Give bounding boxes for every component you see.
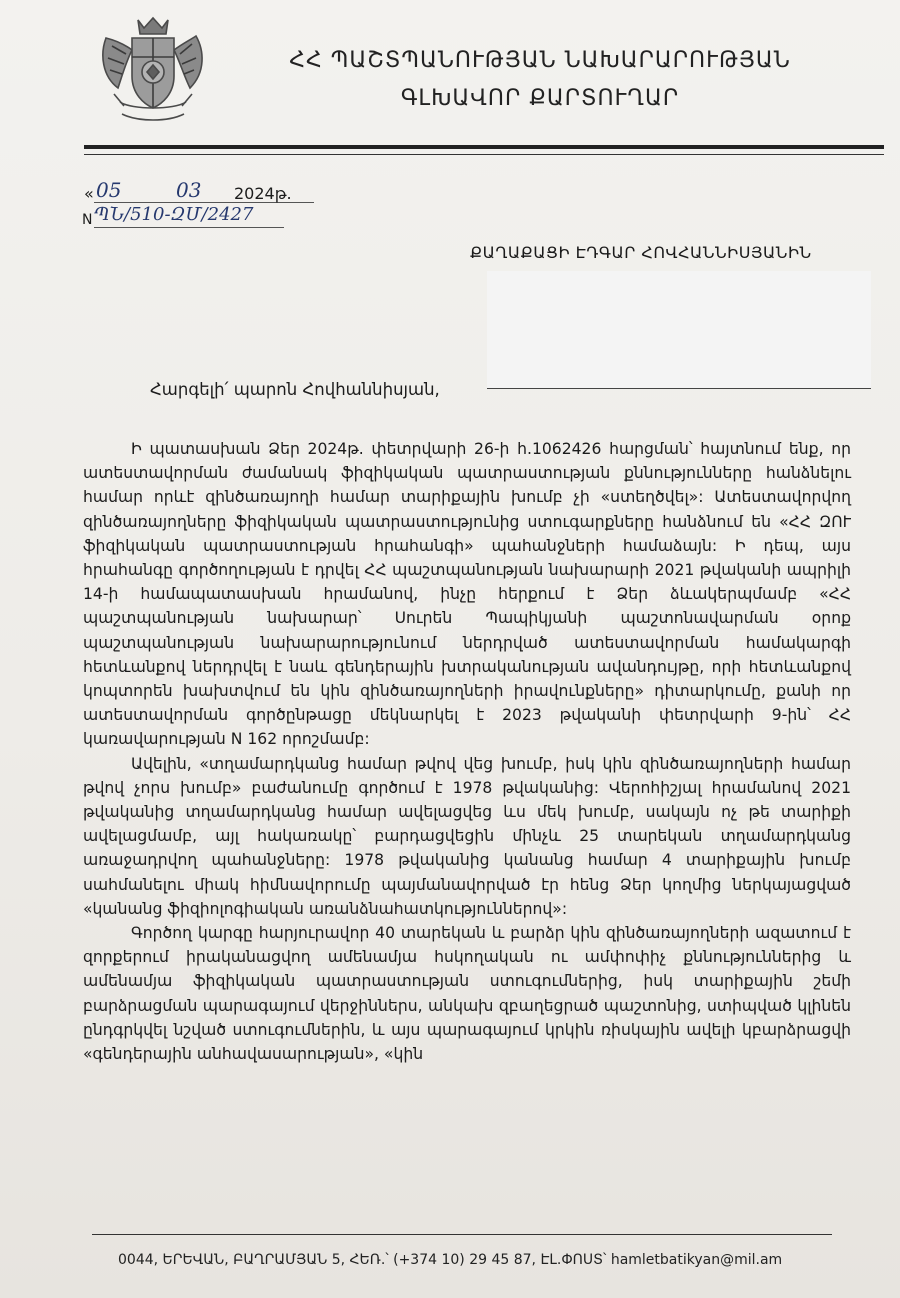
office-title: ԳԼԽԱՎՈՐ ՔԱՐՏՈՒՂԱՐ [400, 86, 680, 111]
recipient-name: ՔԱՂԱՔԱՑԻ ԷԴԳԱՐ ՀՈՎՀԱՆՆԻՍՅԱՆԻՆ [470, 243, 812, 262]
letter-number [82, 204, 342, 234]
handwritten-month: 03 [176, 178, 202, 202]
number-underline [94, 227, 284, 228]
footer-contacts: 0044, ԵՐԵՎԱՆ, ԲԱՂՐԱՄՅԱՆ 5, ՀԵՌ.՝ (+374 10) 29 45 87, ԷԼ.ՓՈՍՏ՝ hamletbatikyan@mil.am [118, 1252, 783, 1268]
paragraph-3: Գործող կարգը հարյուրավոր 40 տարեկան և բարձր կին զինծառայողների ազատում է զորքերում իրականացվող ամենամյա հսկողական ու ամփոփիչ քննություններից և ամենամյա ֆիզիկական պատրաստության ստուգումներից, իսկ տարիքային շեմի բարձրացման պարագայում վերջիններս, անկախ զբաղեցրած պաշտոնից, ստիպված կլինեն ընդգրկվել նշված ստուգումներին, և այս պարագայում կրկին ռիսկային ավելի կբարձրացվի «գենդերային անհավասարության», «կին [83, 924, 851, 1064]
armenian-coat-of-arms-icon [92, 10, 214, 130]
number-prefix: N [82, 212, 93, 228]
letter-body [83, 437, 851, 1066]
ministry-title: ՀՀ ՊԱՇՏՊԱՆՈՒԹՅԱՆ ՆԱԽԱՐԱՐՈՒԹՅԱՆ [289, 48, 791, 73]
paragraph-1: Ի պատասխան Ձեր 2024թ. փետրվարի 26-ի հ.1062426 հարցման՝ հայտնում ենք, որ ատեստավորման ժամանակ ֆիզիկական պատրաստության քննությունները հանձնելու համար որևէ զինծառայողի համար տարիքային խումբ չի «ստեղծվել»: Ատեստավորվող զինծառայողները ֆիզիկական պատրաստությունից ստուգարքները հանձնում են «ՀՀ ԶՈՒ ֆիզիկական պատրաստության հրահանգի» պահանջների համաձայն: Ի դեպ, այս հրահանգը գործողության է դրվել ՀՀ պաշտպանության նախարարի 2021 թվականի ապրիլի 14-ի համապատասխան հրամանով, ինչը հերքում է Ձեր ձևակերպմամբ «ՀՀ պաշտպանության նախարար՝ Սուրեն Պապիկյանի պաշտոնավարման օրոք պաշտպանության նախարարությունում ներդրված ատեստավորման համակարգի հետևանքով ներդրվել է նաև գենդերային խտրականության ավանդույթը, որի հետևանքով կոպտորեն խախտվում են կին զինծառայողների իրավունքները» դիտարկումը, քանի որ ատեստավորման գործընթացը մեկնարկել է 2023 թվականի փետրվարի 9-ին՝ ՀՀ կառավարության N 162 որոշմամբ: [83, 440, 851, 749]
handwritten-reference-number: ՊՆ/510-ԶՄ/2427 [94, 204, 254, 225]
redacted-address-block [487, 271, 871, 389]
header-divider-thick [84, 145, 884, 149]
paragraph-2: Ավելին, «տղամարդկանց համար թվով վեց խումբ, իսկ կին զինծառայողների համար թվով չորս խումբ» բաժանումը գործում է 1978 թվականից: Վերոհիշյալ հրամանով 2021 թվականից տղամարդկանց համար ավելացվեց ևս մեկ խումբ, սակայն ոչ թե տարիքի ավելացմամբ, այլ հակառակը՝ բարդացվեցին մինչև 25 տարեկան տղամարդկանց առաջադրվող պահանջները: 1978 թվականից կանանց համար 4 տարիքային խումբ սահմանելու միակ հիմնավորումը պայմանավորված էր հենց Ձեր կողմից ներկայացված «կանանց ֆիզիոլոգիական առանձնահատկություններով»: [83, 754, 851, 918]
date-year: 2024թ. [234, 184, 292, 203]
salutation: Հարգելի՛ պարոն Հովհաննիսյան, [150, 380, 440, 399]
handwritten-day: 05 [96, 178, 122, 202]
header-divider-thin [84, 154, 884, 155]
footer-divider [92, 1234, 832, 1235]
date-open-quote: « [84, 184, 94, 203]
